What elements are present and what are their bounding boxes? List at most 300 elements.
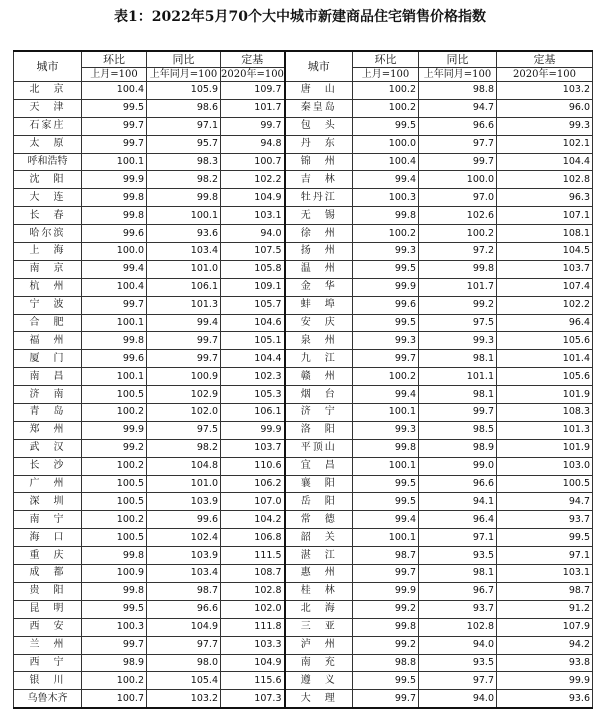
table-row bbox=[14, 690, 593, 708]
tb-value-left: 97.1 bbox=[147, 117, 221, 135]
city-cell-left: 合 肥 bbox=[14, 314, 82, 332]
table-row bbox=[14, 493, 593, 511]
tb-value-left: 98.0 bbox=[147, 654, 221, 672]
dj-value-left: 106.2 bbox=[221, 475, 285, 493]
table-row bbox=[14, 296, 593, 314]
dj-value-right: 96.0 bbox=[497, 99, 593, 117]
city-cell-left: 福 州 bbox=[14, 332, 82, 350]
city-cell-left: 南 京 bbox=[14, 260, 82, 278]
dj-value-right: 99.5 bbox=[497, 529, 593, 547]
hb-value-right: 100.2 bbox=[353, 82, 419, 100]
table-row bbox=[14, 314, 593, 332]
dj-value-right: 96.4 bbox=[497, 314, 593, 332]
hb-value-right: 99.7 bbox=[353, 350, 419, 368]
hb-value-right: 100.1 bbox=[353, 457, 419, 475]
header-tb-right: 同比 bbox=[419, 51, 497, 68]
tb-value-right: 100.2 bbox=[419, 225, 497, 243]
city-cell-left: 武 汉 bbox=[14, 439, 82, 457]
hb-value-left: 100.2 bbox=[82, 457, 147, 475]
hb-value-left: 100.0 bbox=[82, 243, 147, 261]
dj-value-left: 106.1 bbox=[221, 404, 285, 422]
hb-value-left: 100.4 bbox=[82, 278, 147, 296]
table-row bbox=[14, 171, 593, 189]
tb-value-left: 99.7 bbox=[147, 350, 221, 368]
city-cell-left: 海 口 bbox=[14, 529, 82, 547]
tb-value-left: 104.9 bbox=[147, 618, 221, 636]
city-cell-left: 厦 门 bbox=[14, 350, 82, 368]
hb-value-left: 99.8 bbox=[82, 547, 147, 565]
hb-value-left: 99.8 bbox=[82, 207, 147, 225]
tb-value-left: 103.9 bbox=[147, 493, 221, 511]
tb-value-right: 99.2 bbox=[419, 296, 497, 314]
city-cell-left: 南 昌 bbox=[14, 368, 82, 386]
hb-value-right: 100.2 bbox=[353, 368, 419, 386]
dj-value-right: 93.6 bbox=[497, 690, 593, 708]
dj-value-left: 109.7 bbox=[221, 82, 285, 100]
table-row bbox=[14, 600, 593, 618]
tb-value-left: 103.4 bbox=[147, 243, 221, 261]
hb-value-right: 99.5 bbox=[353, 117, 419, 135]
hb-value-right: 99.9 bbox=[353, 582, 419, 600]
city-cell-left: 银 川 bbox=[14, 672, 82, 690]
city-cell-right: 包 头 bbox=[285, 117, 353, 135]
dj-value-left: 105.3 bbox=[221, 386, 285, 404]
tb-value-left: 101.3 bbox=[147, 296, 221, 314]
dj-value-right: 97.1 bbox=[497, 547, 593, 565]
dj-value-right: 108.3 bbox=[497, 404, 593, 422]
hb-value-left: 99.8 bbox=[82, 582, 147, 600]
city-cell-right: 泸 州 bbox=[285, 636, 353, 654]
tb-value-right: 97.1 bbox=[419, 529, 497, 547]
hb-value-left: 100.5 bbox=[82, 529, 147, 547]
hb-value-right: 99.5 bbox=[353, 672, 419, 690]
header-dj-left: 定基 bbox=[221, 51, 285, 68]
hb-value-right: 99.5 bbox=[353, 314, 419, 332]
hb-value-left: 99.8 bbox=[82, 189, 147, 207]
city-cell-left: 乌鲁木齐 bbox=[14, 690, 82, 708]
table-row bbox=[14, 386, 593, 404]
table-row bbox=[14, 260, 593, 278]
table-row bbox=[14, 439, 593, 457]
header-hb-sub-right: 上月=100 bbox=[353, 68, 419, 82]
table-row bbox=[14, 189, 593, 207]
hb-value-right: 99.4 bbox=[353, 171, 419, 189]
table-row bbox=[14, 99, 593, 117]
tb-value-left: 101.0 bbox=[147, 475, 221, 493]
tb-value-left: 98.7 bbox=[147, 582, 221, 600]
dj-value-left: 105.7 bbox=[221, 296, 285, 314]
hb-value-left: 100.5 bbox=[82, 493, 147, 511]
table-row bbox=[14, 457, 593, 475]
dj-value-right: 103.7 bbox=[497, 260, 593, 278]
city-cell-right: 丹 东 bbox=[285, 135, 353, 153]
hb-value-left: 100.1 bbox=[82, 368, 147, 386]
hb-value-right: 99.3 bbox=[353, 421, 419, 439]
dj-value-left: 109.1 bbox=[221, 278, 285, 296]
hb-value-right: 99.5 bbox=[353, 475, 419, 493]
table-row bbox=[14, 529, 593, 547]
city-cell-right: 无 锡 bbox=[285, 207, 353, 225]
tb-value-left: 103.2 bbox=[147, 690, 221, 708]
tb-value-right: 97.0 bbox=[419, 189, 497, 207]
tb-value-right: 97.2 bbox=[419, 243, 497, 261]
dj-value-left: 110.6 bbox=[221, 457, 285, 475]
tb-value-left: 101.0 bbox=[147, 260, 221, 278]
city-cell-right: 金 华 bbox=[285, 278, 353, 296]
dj-value-left: 94.0 bbox=[221, 225, 285, 243]
tb-value-left: 100.1 bbox=[147, 207, 221, 225]
tb-value-left: 105.9 bbox=[147, 82, 221, 100]
header-dj-sub-right: 2020年=100 bbox=[497, 68, 593, 82]
tb-value-right: 98.5 bbox=[419, 421, 497, 439]
tb-value-right: 98.1 bbox=[419, 386, 497, 404]
dj-value-left: 107.0 bbox=[221, 493, 285, 511]
dj-value-left: 103.3 bbox=[221, 636, 285, 654]
dj-value-right: 104.5 bbox=[497, 243, 593, 261]
tb-value-right: 97.7 bbox=[419, 672, 497, 690]
header-row-1 bbox=[14, 51, 593, 68]
hb-value-left: 100.2 bbox=[82, 672, 147, 690]
dj-value-right: 108.1 bbox=[497, 225, 593, 243]
table-row bbox=[14, 404, 593, 422]
city-cell-left: 宁 波 bbox=[14, 296, 82, 314]
hb-value-left: 99.8 bbox=[82, 332, 147, 350]
city-cell-right: 牡丹江 bbox=[285, 189, 353, 207]
dj-value-right: 104.4 bbox=[497, 153, 593, 171]
tb-value-right: 99.7 bbox=[419, 404, 497, 422]
dj-value-right: 102.1 bbox=[497, 135, 593, 153]
hb-value-left: 100.4 bbox=[82, 82, 147, 100]
dj-value-left: 94.8 bbox=[221, 135, 285, 153]
tb-value-left: 97.7 bbox=[147, 636, 221, 654]
city-cell-right: 遵 义 bbox=[285, 672, 353, 690]
city-cell-left: 石家庄 bbox=[14, 117, 82, 135]
city-cell-right: 南 充 bbox=[285, 654, 353, 672]
hb-value-left: 99.4 bbox=[82, 260, 147, 278]
tb-value-right: 102.6 bbox=[419, 207, 497, 225]
city-cell-left: 北 京 bbox=[14, 82, 82, 100]
dj-value-right: 99.9 bbox=[497, 672, 593, 690]
city-cell-left: 兰 州 bbox=[14, 636, 82, 654]
city-cell-right: 安 庆 bbox=[285, 314, 353, 332]
hb-value-left: 99.9 bbox=[82, 171, 147, 189]
dj-value-right: 93.8 bbox=[497, 654, 593, 672]
header-tb-sub-left: 上年同月=100 bbox=[147, 68, 221, 82]
price-index-table bbox=[13, 50, 593, 709]
table-row bbox=[14, 82, 593, 100]
dj-value-left: 111.8 bbox=[221, 618, 285, 636]
header-hb-left: 环比 bbox=[82, 51, 147, 68]
city-cell-right: 秦皇岛 bbox=[285, 99, 353, 117]
city-cell-right: 大 理 bbox=[285, 690, 353, 708]
dj-value-left: 103.7 bbox=[221, 439, 285, 457]
tb-value-right: 96.7 bbox=[419, 582, 497, 600]
tb-value-right: 101.1 bbox=[419, 368, 497, 386]
hb-value-right: 99.5 bbox=[353, 493, 419, 511]
tb-value-right: 99.0 bbox=[419, 457, 497, 475]
table-row bbox=[14, 672, 593, 690]
dj-value-left: 99.9 bbox=[221, 421, 285, 439]
header-dj-sub-left: 2020年=100 bbox=[221, 68, 284, 80]
tb-value-left: 96.6 bbox=[147, 600, 221, 618]
hb-value-right: 98.7 bbox=[353, 547, 419, 565]
city-cell-right: 襄 阳 bbox=[285, 475, 353, 493]
hb-value-right: 100.2 bbox=[353, 225, 419, 243]
hb-value-right: 99.2 bbox=[353, 636, 419, 654]
hb-value-left: 100.2 bbox=[82, 404, 147, 422]
tb-value-right: 96.6 bbox=[419, 475, 497, 493]
tb-value-right: 94.1 bbox=[419, 493, 497, 511]
dj-value-right: 107.1 bbox=[497, 207, 593, 225]
city-cell-right: 常 德 bbox=[285, 511, 353, 529]
header-dj-right: 定基 bbox=[497, 51, 593, 68]
dj-value-right: 107.9 bbox=[497, 618, 593, 636]
hb-value-left: 99.6 bbox=[82, 225, 147, 243]
tb-value-left: 99.6 bbox=[147, 511, 221, 529]
hb-value-left: 99.7 bbox=[82, 117, 147, 135]
table-row bbox=[14, 421, 593, 439]
tb-value-left: 98.2 bbox=[147, 439, 221, 457]
dj-value-left: 99.7 bbox=[221, 117, 285, 135]
hb-value-right: 98.8 bbox=[353, 654, 419, 672]
city-cell-right: 三 亚 bbox=[285, 618, 353, 636]
hb-value-left: 100.5 bbox=[82, 386, 147, 404]
hb-value-right: 100.1 bbox=[353, 404, 419, 422]
dj-value-left: 101.7 bbox=[221, 99, 285, 117]
price-index-table-wrapper bbox=[13, 50, 592, 709]
tb-value-right: 99.3 bbox=[419, 332, 497, 350]
city-cell-left: 西 宁 bbox=[14, 654, 82, 672]
tb-value-right: 94.7 bbox=[419, 99, 497, 117]
tb-value-left: 99.8 bbox=[147, 189, 221, 207]
city-cell-right: 唐 山 bbox=[285, 82, 353, 100]
dj-value-right: 101.9 bbox=[497, 439, 593, 457]
tb-value-left: 105.4 bbox=[147, 672, 221, 690]
tb-value-right: 98.1 bbox=[419, 350, 497, 368]
tb-value-left: 102.9 bbox=[147, 386, 221, 404]
dj-value-left: 111.5 bbox=[221, 547, 285, 565]
hb-value-right: 100.2 bbox=[353, 99, 419, 117]
dj-value-right: 100.5 bbox=[497, 475, 593, 493]
tb-value-right: 96.6 bbox=[419, 117, 497, 135]
city-cell-left: 西 安 bbox=[14, 618, 82, 636]
dj-value-left: 102.8 bbox=[221, 582, 285, 600]
tb-value-right: 93.7 bbox=[419, 600, 497, 618]
hb-value-left: 98.9 bbox=[82, 654, 147, 672]
tb-value-left: 98.2 bbox=[147, 171, 221, 189]
table-row bbox=[14, 636, 593, 654]
city-cell-right: 扬 州 bbox=[285, 243, 353, 261]
dj-value-right: 102.2 bbox=[497, 296, 593, 314]
table-row bbox=[14, 511, 593, 529]
tb-value-left: 95.7 bbox=[147, 135, 221, 153]
tb-value-left: 100.9 bbox=[147, 368, 221, 386]
dj-value-left: 108.7 bbox=[221, 565, 285, 583]
hb-value-left: 99.2 bbox=[82, 439, 147, 457]
tb-value-right: 94.0 bbox=[419, 690, 497, 708]
tb-value-right: 98.8 bbox=[419, 82, 497, 100]
city-cell-left: 青 岛 bbox=[14, 404, 82, 422]
dj-value-right: 103.1 bbox=[497, 565, 593, 583]
city-cell-left: 成 都 bbox=[14, 565, 82, 583]
hb-value-right: 100.1 bbox=[353, 529, 419, 547]
tb-value-left: 93.6 bbox=[147, 225, 221, 243]
hb-value-right: 99.8 bbox=[353, 618, 419, 636]
tb-value-left: 103.4 bbox=[147, 565, 221, 583]
dj-value-left: 104.9 bbox=[221, 189, 285, 207]
city-cell-left: 贵 阳 bbox=[14, 582, 82, 600]
city-cell-left: 沈 阳 bbox=[14, 171, 82, 189]
tb-value-left: 99.4 bbox=[147, 314, 221, 332]
city-cell-left: 深 圳 bbox=[14, 493, 82, 511]
table-row bbox=[14, 332, 593, 350]
dj-value-right: 93.7 bbox=[497, 511, 593, 529]
tb-value-right: 97.5 bbox=[419, 314, 497, 332]
tb-value-right: 98.1 bbox=[419, 565, 497, 583]
dj-value-left: 107.5 bbox=[221, 243, 285, 261]
tb-value-left: 106.1 bbox=[147, 278, 221, 296]
tb-value-left: 97.5 bbox=[147, 421, 221, 439]
table-row bbox=[14, 117, 593, 135]
city-cell-left: 哈尔滨 bbox=[14, 225, 82, 243]
tb-value-right: 101.7 bbox=[419, 278, 497, 296]
dj-value-right: 101.4 bbox=[497, 350, 593, 368]
tb-value-left: 102.4 bbox=[147, 529, 221, 547]
city-cell-left: 南 宁 bbox=[14, 511, 82, 529]
hb-value-left: 99.7 bbox=[82, 296, 147, 314]
hb-value-right: 99.9 bbox=[353, 278, 419, 296]
table-row bbox=[14, 565, 593, 583]
hb-value-right: 100.3 bbox=[353, 189, 419, 207]
city-cell-right: 平顶山 bbox=[285, 439, 353, 457]
header-hb-right: 环比 bbox=[353, 51, 419, 68]
dj-value-left: 104.9 bbox=[221, 654, 285, 672]
hb-value-right: 99.2 bbox=[353, 600, 419, 618]
tb-value-left: 104.8 bbox=[147, 457, 221, 475]
city-cell-right: 洛 阳 bbox=[285, 421, 353, 439]
table-row bbox=[14, 243, 593, 261]
tb-value-right: 93.5 bbox=[419, 547, 497, 565]
city-cell-left: 长 沙 bbox=[14, 457, 82, 475]
tb-value-left: 99.7 bbox=[147, 332, 221, 350]
table-body bbox=[14, 82, 593, 709]
city-cell-left: 呼和浩特 bbox=[14, 153, 82, 171]
hb-value-left: 100.1 bbox=[82, 314, 147, 332]
hb-value-left: 99.6 bbox=[82, 350, 147, 368]
city-cell-right: 桂 林 bbox=[285, 582, 353, 600]
table-row bbox=[14, 153, 593, 171]
table-row bbox=[14, 618, 593, 636]
dj-value-right: 94.7 bbox=[497, 493, 593, 511]
city-cell-left: 长 春 bbox=[14, 207, 82, 225]
dj-value-right: 103.2 bbox=[497, 82, 593, 100]
dj-value-left: 102.2 bbox=[221, 171, 285, 189]
city-cell-right: 烟 台 bbox=[285, 386, 353, 404]
hb-value-right: 99.3 bbox=[353, 332, 419, 350]
city-cell-left: 天 津 bbox=[14, 99, 82, 117]
table-row bbox=[14, 278, 593, 296]
hb-value-left: 100.7 bbox=[82, 690, 147, 708]
city-cell-left: 上 海 bbox=[14, 243, 82, 261]
city-cell-right: 徐 州 bbox=[285, 225, 353, 243]
city-cell-right: 岳 阳 bbox=[285, 493, 353, 511]
dj-value-right: 107.4 bbox=[497, 278, 593, 296]
dj-value-left: 103.1 bbox=[221, 207, 285, 225]
table-row bbox=[14, 350, 593, 368]
dj-value-left: 104.6 bbox=[221, 314, 285, 332]
dj-value-right: 105.6 bbox=[497, 332, 593, 350]
dj-value-right: 103.0 bbox=[497, 457, 593, 475]
city-cell-right: 泉 州 bbox=[285, 332, 353, 350]
city-cell-right: 济 宁 bbox=[285, 404, 353, 422]
hb-value-right: 99.4 bbox=[353, 511, 419, 529]
hb-value-left: 100.1 bbox=[82, 153, 147, 171]
table-row bbox=[14, 475, 593, 493]
dj-value-left: 102.0 bbox=[221, 600, 285, 618]
hb-value-left: 99.5 bbox=[82, 600, 147, 618]
dj-value-right: 105.6 bbox=[497, 368, 593, 386]
hb-value-right: 99.7 bbox=[353, 690, 419, 708]
city-cell-left: 大 连 bbox=[14, 189, 82, 207]
hb-value-right: 99.8 bbox=[353, 439, 419, 457]
dj-value-right: 99.3 bbox=[497, 117, 593, 135]
dj-value-left: 104.4 bbox=[221, 350, 285, 368]
city-cell-left: 昆 明 bbox=[14, 600, 82, 618]
dj-value-left: 100.7 bbox=[221, 153, 285, 171]
hb-value-left: 99.7 bbox=[82, 135, 147, 153]
hb-value-left: 100.9 bbox=[82, 565, 147, 583]
hb-value-right: 100.0 bbox=[353, 135, 419, 153]
city-cell-right: 九 江 bbox=[285, 350, 353, 368]
city-cell-right: 蚌 埠 bbox=[285, 296, 353, 314]
dj-value-left: 106.8 bbox=[221, 529, 285, 547]
table-row bbox=[14, 547, 593, 565]
city-cell-right: 吉 林 bbox=[285, 171, 353, 189]
tb-value-right: 96.4 bbox=[419, 511, 497, 529]
hb-value-right: 99.8 bbox=[353, 207, 419, 225]
city-cell-right: 湛 江 bbox=[285, 547, 353, 565]
table-row bbox=[14, 225, 593, 243]
table-row bbox=[14, 135, 593, 153]
dj-value-right: 94.2 bbox=[497, 636, 593, 654]
hb-value-left: 99.5 bbox=[82, 99, 147, 117]
hb-value-left: 100.3 bbox=[82, 618, 147, 636]
table-title: 表1：2022年5月70个大中城市新建商品住宅销售价格指数 bbox=[114, 9, 486, 25]
header-tb-left: 同比 bbox=[147, 51, 221, 68]
hb-value-right: 99.5 bbox=[353, 260, 419, 278]
tb-value-right: 99.7 bbox=[419, 153, 497, 171]
dj-value-left: 115.6 bbox=[221, 672, 285, 690]
hb-value-right: 99.3 bbox=[353, 243, 419, 261]
tb-value-right: 93.5 bbox=[419, 654, 497, 672]
hb-value-left: 100.5 bbox=[82, 475, 147, 493]
tb-value-left: 98.3 bbox=[147, 153, 221, 171]
dj-value-right: 96.3 bbox=[497, 189, 593, 207]
tb-value-right: 97.7 bbox=[419, 135, 497, 153]
hb-value-left: 99.9 bbox=[82, 421, 147, 439]
city-cell-right: 赣 州 bbox=[285, 368, 353, 386]
city-cell-right: 宜 昌 bbox=[285, 457, 353, 475]
table-row bbox=[14, 582, 593, 600]
tb-value-left: 102.0 bbox=[147, 404, 221, 422]
dj-value-right: 102.8 bbox=[497, 171, 593, 189]
dj-value-right: 101.3 bbox=[497, 421, 593, 439]
tb-value-right: 100.0 bbox=[419, 171, 497, 189]
dj-value-right: 91.2 bbox=[497, 600, 593, 618]
header-hb-sub-left: 上月=100 bbox=[82, 68, 147, 82]
dj-value-left: 104.2 bbox=[221, 511, 285, 529]
tb-value-right: 98.9 bbox=[419, 439, 497, 457]
